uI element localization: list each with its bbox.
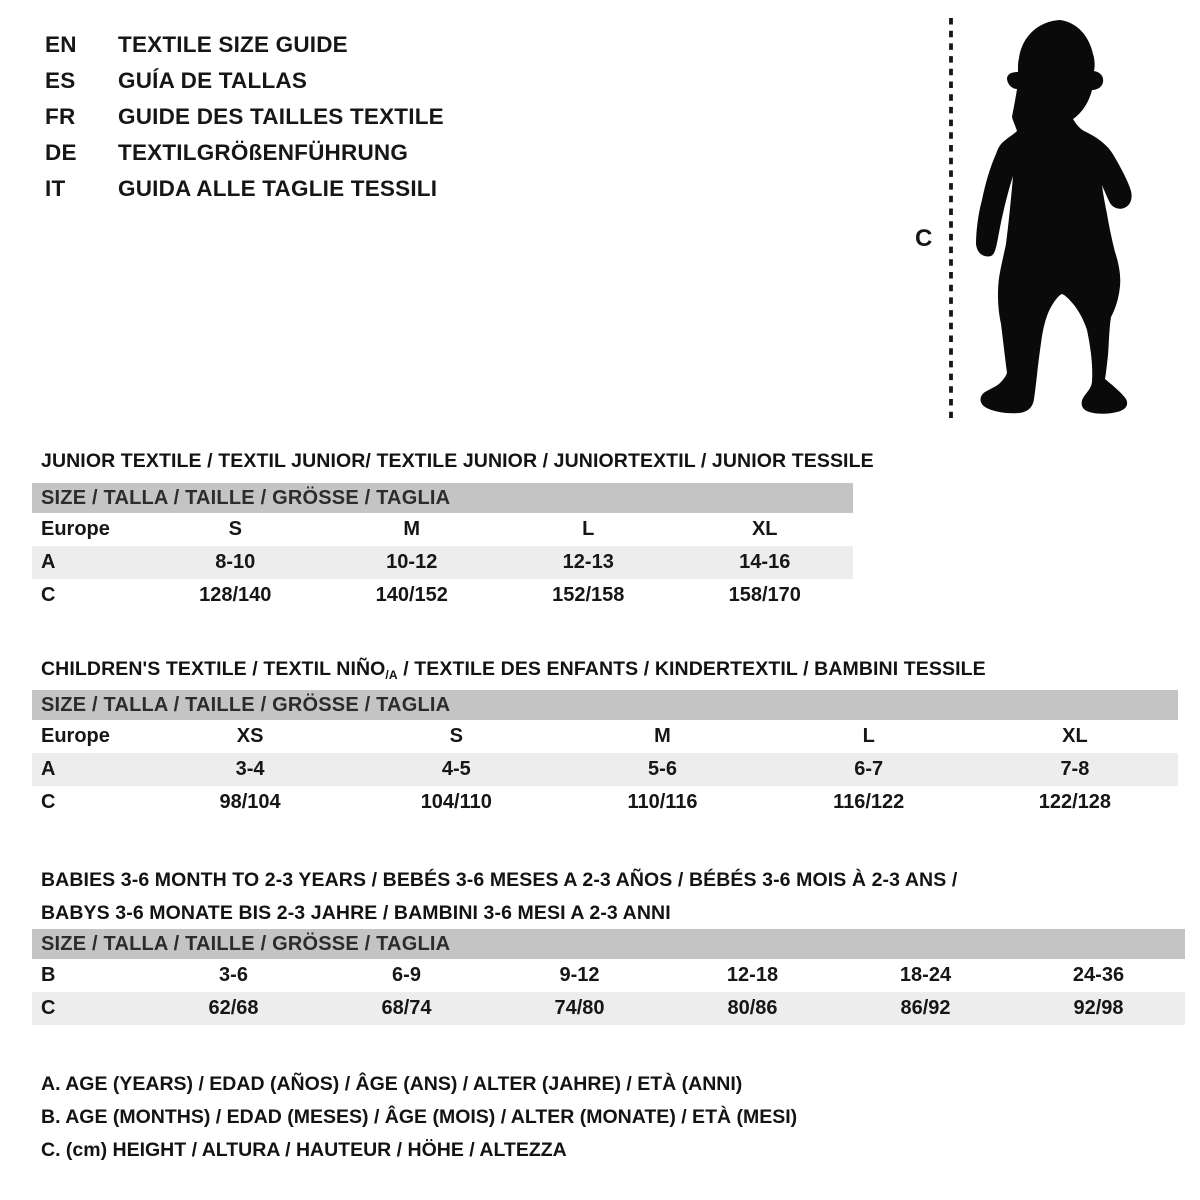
- age-cell: 10-12: [386, 551, 438, 573]
- height-cell: 140/152: [375, 584, 448, 606]
- age-cell: 6-7: [854, 758, 884, 780]
- age-cell: 3-4: [235, 758, 265, 780]
- height-cell: 104/110: [420, 791, 492, 813]
- size-cell: XL: [751, 518, 778, 540]
- toddler-silhouette-icon: [976, 20, 1132, 414]
- height-cell: 152/158: [552, 584, 625, 606]
- height-measure-figure: [905, 14, 1150, 426]
- guide-title-en: TEXTILE SIZE GUIDE: [118, 32, 348, 57]
- height-cell: 68/74: [381, 997, 432, 1019]
- age-cell: 3-6: [219, 964, 248, 986]
- age-cell: 24-36: [1072, 964, 1125, 986]
- size-cell: M: [403, 518, 421, 540]
- junior-size-header-band: SIZE / TALLA / TAILLE / GRÖSSE / TAGLIA: [32, 483, 853, 513]
- height-cell: 62/68: [208, 997, 259, 1019]
- babies-size-header-band: SIZE / TALLA / TAILLE / GRÖSSE / TAGLIA: [32, 929, 1185, 959]
- size-cell: XS: [236, 725, 264, 747]
- age-cell: 8-10: [215, 551, 256, 573]
- row-label: C: [41, 584, 56, 606]
- row-label: B: [41, 964, 56, 986]
- table-row-age-years: [32, 753, 1178, 786]
- lang-code: FR: [45, 104, 76, 129]
- age-cell: 7-8: [1060, 758, 1090, 780]
- height-cell: 122/128: [1038, 791, 1112, 813]
- lang-code: IT: [45, 176, 66, 201]
- lang-row-it: [45, 171, 444, 207]
- age-cell: 12-13: [562, 551, 614, 573]
- legend: [41, 1068, 797, 1167]
- height-cell: 86/92: [900, 997, 951, 1019]
- height-cell: 110/116: [627, 791, 698, 813]
- row-label: Europe: [41, 518, 110, 540]
- babies-section-heading: [41, 864, 957, 930]
- height-measure-label: C: [915, 225, 933, 252]
- age-cell: 5-6: [648, 758, 677, 780]
- size-cell: L: [862, 725, 875, 747]
- lang-row-es: [45, 63, 444, 99]
- lang-code: ES: [45, 68, 76, 93]
- height-cell: 116/122: [833, 791, 905, 813]
- height-cell: 98/104: [219, 791, 281, 813]
- babies-size-table: [32, 929, 1185, 1025]
- age-cell: 12-18: [726, 964, 779, 986]
- height-cell: 80/86: [727, 997, 778, 1019]
- table-row-europe: [32, 513, 853, 546]
- heading-subscript: /A: [385, 668, 398, 683]
- height-cell: 158/170: [728, 584, 801, 606]
- table-row-age-months: [32, 959, 1185, 992]
- heading-text: CHILDREN'S TEXTILE / TEXTIL NIÑO: [41, 658, 386, 681]
- row-label: C: [41, 791, 56, 813]
- table-row-height-cm: [32, 992, 1185, 1025]
- age-cell: 9-12: [559, 964, 600, 986]
- legend-line-b: B. AGE (MONTHS) / EDAD (MESES) / ÂGE (MOIS) / ALTER (MONATE) / ETÀ (MESI): [41, 1106, 798, 1128]
- junior-section-heading: JUNIOR TEXTILE / TEXTIL JUNIOR/ TEXTILE JUNIOR / JUNIORTEXTIL / JUNIOR TESSILE: [41, 450, 874, 473]
- guide-title-de: TEXTILGRÖßENFÜHRUNG: [118, 140, 409, 165]
- children-size-table: [32, 690, 1178, 819]
- age-cell: 14-16: [739, 551, 791, 573]
- size-cell: S: [449, 725, 463, 747]
- table-row-height-cm: [32, 786, 1178, 819]
- lang-row-de: [45, 135, 444, 171]
- table-row-age-years: [32, 546, 853, 579]
- age-cell: 18-24: [899, 964, 952, 986]
- table-row-europe: [32, 720, 1178, 753]
- lang-code: DE: [45, 140, 77, 165]
- size-cell: M: [654, 725, 671, 747]
- height-cell: 74/80: [554, 997, 605, 1019]
- junior-size-table: [32, 483, 853, 612]
- language-title-list: [45, 27, 444, 207]
- age-cell: 6-9: [392, 964, 421, 986]
- row-label: A: [41, 758, 56, 780]
- legend-line-c: C. (cm) HEIGHT / ALTURA / HAUTEUR / HÖHE / ALTEZZA: [41, 1139, 567, 1161]
- guide-title-it: GUIDA ALLE TAGLIE TESSILI: [118, 176, 438, 201]
- row-label: C: [41, 997, 56, 1019]
- lang-row-fr: [45, 99, 444, 135]
- lang-code: EN: [45, 32, 77, 57]
- legend-line-a: A. AGE (YEARS) / EDAD (AÑOS) / ÂGE (ANS) / ALTER (JAHRE) / ETÀ (ANNI): [41, 1073, 743, 1095]
- lang-row-en: [45, 27, 444, 63]
- heading-line-2: BABYS 3-6 MONATE BIS 2-3 JAHRE / BAMBINI 3-6 MESI A 2-3 ANNI: [41, 902, 671, 925]
- size-cell: L: [582, 518, 595, 540]
- height-cell: 128/140: [199, 584, 272, 606]
- row-label: Europe: [41, 725, 110, 747]
- size-cell: S: [228, 518, 242, 540]
- size-cell: XL: [1062, 725, 1088, 747]
- age-cell: 4-5: [441, 758, 471, 780]
- table-row-height-cm: [32, 579, 853, 612]
- row-label: A: [41, 551, 56, 573]
- children-size-header-band: SIZE / TALLA / TAILLE / GRÖSSE / TAGLIA: [32, 690, 1178, 720]
- height-cell: 92/98: [1073, 997, 1124, 1019]
- guide-title-es: GUÍA DE TALLAS: [118, 68, 308, 93]
- children-section-heading: [41, 658, 986, 681]
- heading-line-1: BABIES 3-6 MONTH TO 2-3 YEARS / BEBÉS 3-6 MESES A 2-3 AÑOS / BÉBÉS 3-6 MOIS À 2-3 ANS /: [41, 869, 958, 892]
- heading-text: / TEXTILE DES ENFANTS / KINDERTEXTIL / BAMBINI TESSILE: [397, 658, 986, 681]
- guide-title-fr: GUIDE DES TAILLES TEXTILE: [118, 104, 444, 129]
